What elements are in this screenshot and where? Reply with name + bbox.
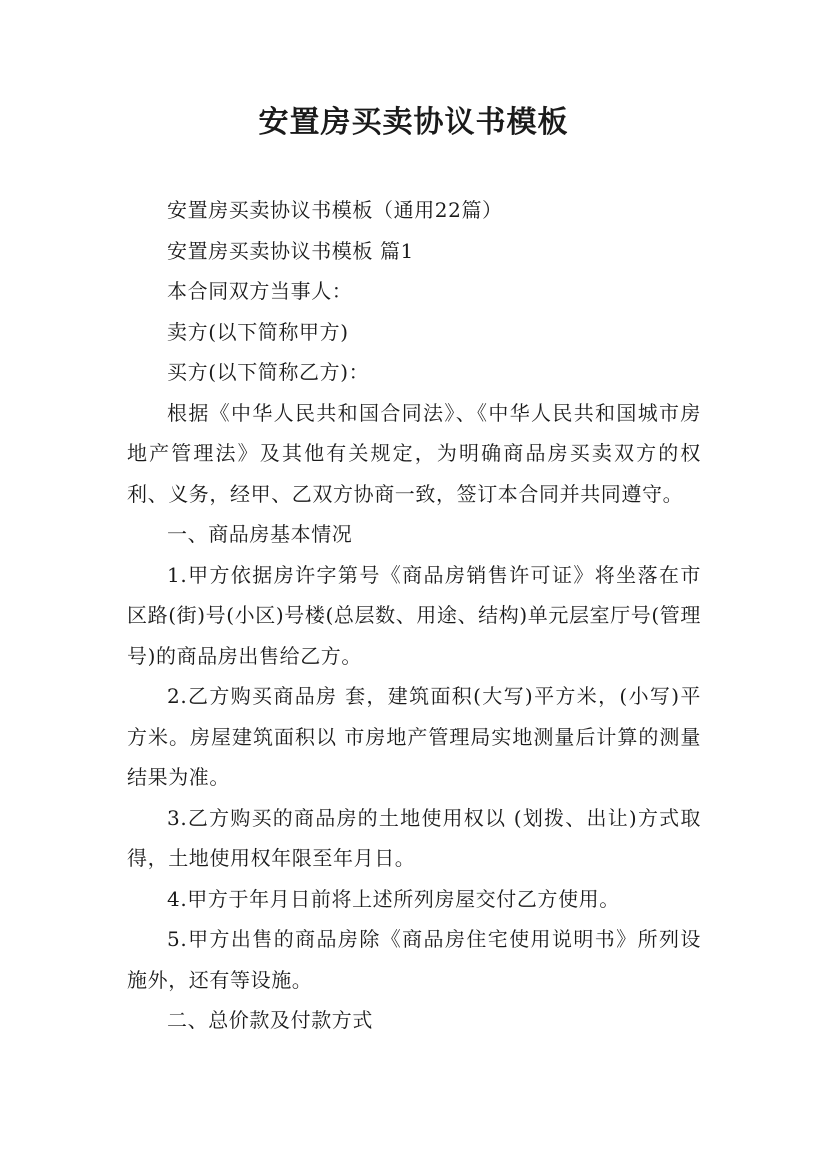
paragraph-buyer: 买方(以下简称乙方)： — [167, 360, 370, 384]
paragraph-preamble: 根据《中华人民共和国合同法》、《中华人民共和国城市房地产管理法》及其他有关规定，为明确商品房买卖双方的权利、义务，经甲、乙双方协商一致，签订本合同并共同遵守。 — [127, 400, 701, 506]
paragraph-clause-1: 1.甲方依据房许字第号《商品房销售许可证》将坐落在市区路(街)号(小区)号楼(总层数、用途、结构)单元层室厅号(管理号)的商品房出售给乙方。 — [127, 562, 701, 668]
paragraph-heading-price: 二、总价款及付款方式 — [167, 1008, 373, 1032]
document-title: 安置房买卖协议书模板 — [258, 105, 569, 140]
paragraph-clause-2: 2.乙方购买商品房 套，建筑面积(大写)平方米，(小写)平方米。房屋建筑面积以 市房地产管理局实地测量后计算的测量结果为准。 — [127, 684, 701, 789]
document-body — [127, 190, 701, 1041]
paragraph-seller: 卖方(以下简称甲方) — [167, 319, 349, 344]
paragraph-clause-3: 3.乙方购买的商品房的土地使用权以 (划拨、出让)方式取得，土地使用权年限至年月日。 — [127, 805, 701, 870]
paragraph-heading-basic-info: 一、商品房基本情况 — [167, 522, 353, 546]
paragraph-parties: 本合同双方当事人： — [167, 279, 353, 303]
paragraph-section-heading: 安置房买卖协议书模板 篇1 — [167, 238, 414, 263]
paragraph-clause-5: 5.甲方出售的商品房除《商品房住宅使用说明书》所列设施外，还有等设施。 — [127, 927, 701, 992]
paragraph-clause-4: 4.甲方于年月日前将上述所列房屋交付乙方使用。 — [167, 886, 620, 911]
paragraph-subtitle: 安置房买卖协议书模板（通用22篇） — [167, 198, 503, 222]
